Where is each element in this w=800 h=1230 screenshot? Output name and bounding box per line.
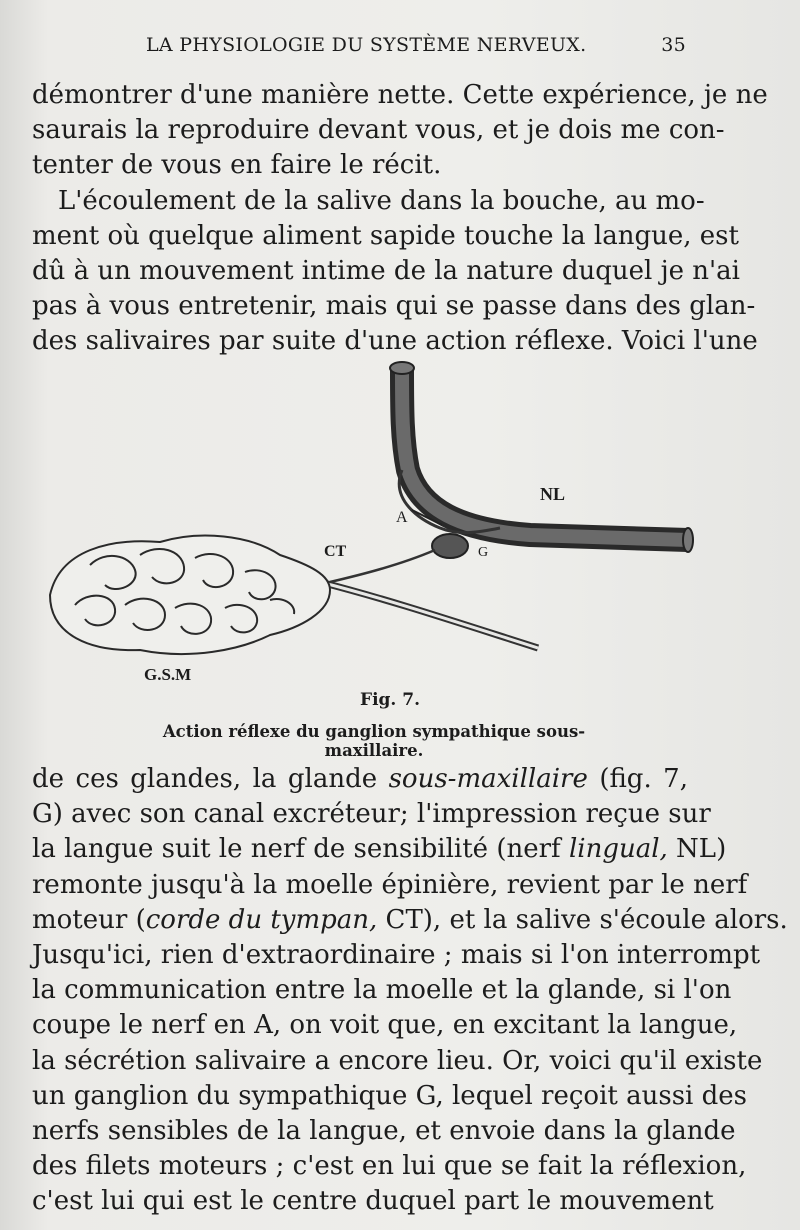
- text-line: remonte jusqu'à la moelle épinière, revient par le nerf: [32, 869, 748, 900]
- page-number: 35: [661, 34, 686, 56]
- label-a: A: [396, 509, 408, 526]
- text-line: la communication entre la moelle et la glande, si l'on: [32, 975, 732, 1006]
- figure-number: Fig. 7.: [360, 690, 420, 710]
- text-line: un ganglion du sympathique G, lequel reçoit aussi des: [32, 1080, 747, 1111]
- text-line: ment où quelque aliment sapide touche la langue, est: [32, 220, 739, 251]
- text-line: moteur (corde du tympan, CT), et la salive s'écoule alors.: [32, 904, 788, 935]
- paragraph-bottom: [32, 762, 788, 1220]
- italic-term: sous-maxillaire: [388, 764, 588, 794]
- figure-illustration: [30, 350, 700, 690]
- text-line: de ces glandes, la glande sous-maxillaire (fig. 7,: [32, 764, 688, 794]
- paragraph-top: [32, 78, 768, 360]
- text-line: L'écoulement de la salive dans la bouche, au mo-: [58, 185, 705, 216]
- label-g: G: [478, 545, 489, 560]
- text-line: la langue suit le nerf de sensibilité (nerf lingual, NL): [32, 834, 727, 865]
- text-line: coupe le nerf en A, on voit que, en excitant la langue,: [32, 1010, 738, 1041]
- ganglion-g: [432, 534, 468, 558]
- text-line: la sécrétion salivaire a encore lieu. Or, voici qu'il existe: [32, 1045, 763, 1076]
- nerve-diagram: [30, 350, 700, 690]
- text-line: démontrer d'une manière nette. Cette expérience, je ne: [32, 80, 768, 110]
- text-line: des salivaires par suite d'une action réflexe. Voici l'une: [32, 326, 758, 357]
- label-gsm: G.S.M: [144, 665, 192, 684]
- text-line: pas à vous entretenir, mais qui se passe dans des glan-: [32, 291, 756, 322]
- italic-term: lingual,: [568, 834, 668, 865]
- text-line: Jusqu'ici, rien d'extraordinaire ; mais si l'on interrompt: [32, 940, 761, 971]
- italic-term: corde du tympan,: [145, 904, 378, 935]
- submaxillary-gland: [50, 536, 330, 654]
- label-ct: CT: [324, 543, 347, 560]
- figure-caption: Action réflexe du ganglion sympathique sous-maxillaire.: [162, 722, 586, 760]
- running-title: LA PHYSIOLOGIE DU SYSTÈME NERVEUX.: [146, 34, 587, 56]
- label-nl: NL: [540, 484, 566, 504]
- text-line: saurais la reproduire devant vous, et je dois me con-: [32, 115, 725, 146]
- text-line: tenter de vous en faire le récit.: [32, 150, 442, 181]
- text-line: dû à un mouvement intime de la nature duquel je n'ai: [32, 256, 740, 287]
- text-line: nerfs sensibles de la langue, et envoie dans la glande: [32, 1116, 736, 1147]
- running-header: [146, 34, 686, 64]
- text-line: des filets moteurs ; c'est en lui que se fait la réflexion,: [32, 1151, 747, 1182]
- text-line: G) avec son canal excréteur; l'impression reçue sur: [32, 799, 711, 830]
- text-line: c'est lui qui est le centre duquel part le mouvement: [32, 1186, 714, 1217]
